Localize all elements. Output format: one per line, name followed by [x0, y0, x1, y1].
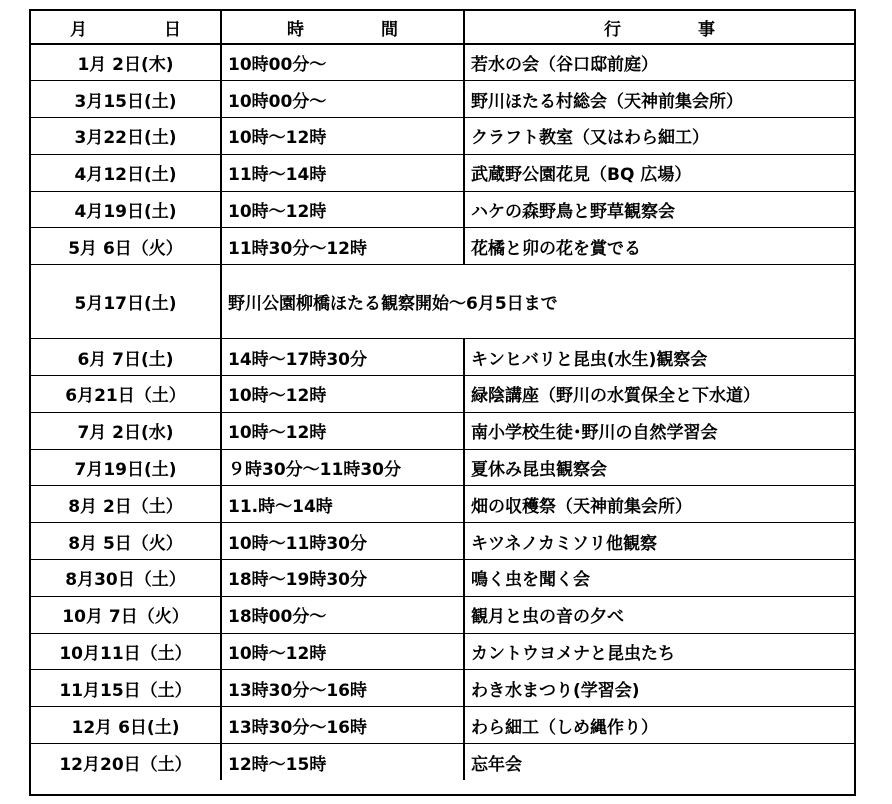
merged-note-cell: 野川公園柳橋ほたる観察開始～6月5日まで: [221, 265, 854, 339]
date-cell: 3月15日(土): [31, 81, 221, 118]
event-cell: 花橘と卯の花を賞でる: [464, 228, 854, 265]
event-cell: 武蔵野公園花見（BQ 広場）: [464, 154, 854, 191]
event-cell: 野川ほたる村総会（天神前集会所）: [464, 81, 854, 118]
time-cell: 11時～14時: [221, 154, 464, 191]
table-row: [31, 670, 854, 707]
time-cell: 10時～12時: [221, 633, 464, 670]
time-column-header: 時 間: [221, 11, 464, 44]
time-cell: 10時00分～: [221, 81, 464, 118]
time-cell: 12時～15時: [221, 744, 464, 781]
table-row: [31, 339, 854, 376]
schedule-table: [31, 11, 854, 780]
header-row: [31, 11, 854, 44]
event-cell: 夏休み昆虫観察会: [464, 449, 854, 486]
event-cell: 鳴く虫を聞く会: [464, 560, 854, 597]
time-cell: 14時～17時30分: [221, 339, 464, 376]
date-cell: 3月22日(土): [31, 118, 221, 155]
date-cell: 8月 2日（土）: [31, 486, 221, 523]
table-row: [31, 44, 854, 81]
event-cell: 若水の会（谷口邸前庭）: [464, 44, 854, 81]
schedule-sheet: [29, 9, 856, 796]
date-cell: 5月17日(土): [31, 265, 221, 339]
event-cell: キツネノカミソリ他観察: [464, 523, 854, 560]
date-cell: 4月19日(土): [31, 191, 221, 228]
event-cell: 観月と虫の音の夕べ: [464, 596, 854, 633]
time-cell: 10時00分～: [221, 44, 464, 81]
event-cell: 南小学校生徒･野川の自然学習会: [464, 412, 854, 449]
date-cell: 5月 6日（火）: [31, 228, 221, 265]
table-row: [31, 744, 854, 781]
table-row: [31, 560, 854, 597]
time-cell: 10時～12時: [221, 412, 464, 449]
event-cell: 畑の収穫祭（天神前集会所）: [464, 486, 854, 523]
time-cell: 10時～11時30分: [221, 523, 464, 560]
schedule-rows: [31, 44, 854, 780]
event-cell: わら細工（しめ縄作り）: [464, 707, 854, 744]
time-cell: 18時～19時30分: [221, 560, 464, 597]
table-row: [31, 81, 854, 118]
time-cell: ９時30分～11時30分: [221, 449, 464, 486]
time-cell: 11時30分～12時: [221, 228, 464, 265]
table-row: [31, 707, 854, 744]
date-cell: 10月11日（土）: [31, 633, 221, 670]
date-cell: 12月 6日(土): [31, 707, 221, 744]
table-row: [31, 118, 854, 155]
table-row: [31, 265, 854, 339]
table-row: [31, 633, 854, 670]
time-cell: 18時00分～: [221, 596, 464, 633]
date-cell: 7月 2日(水): [31, 412, 221, 449]
date-cell: 8月 5日（火）: [31, 523, 221, 560]
event-cell: クラフト教室（又はわら細工）: [464, 118, 854, 155]
date-cell: 6月21日（土）: [31, 376, 221, 413]
event-cell: わき水まつり(学習会): [464, 670, 854, 707]
date-cell: 8月30日（土）: [31, 560, 221, 597]
date-cell: 12月20日（土）: [31, 744, 221, 781]
date-cell: 11月15日（土）: [31, 670, 221, 707]
table-row: [31, 412, 854, 449]
table-row: [31, 449, 854, 486]
time-cell: 10時～12時: [221, 118, 464, 155]
table-row: [31, 154, 854, 191]
table-row: [31, 376, 854, 413]
table-row: [31, 486, 854, 523]
event-cell: 忘年会: [464, 744, 854, 781]
event-cell: ハケの森野鳥と野草観察会: [464, 191, 854, 228]
table-row: [31, 191, 854, 228]
table-row: [31, 228, 854, 265]
table-row: [31, 523, 854, 560]
date-cell: 7月19日(土): [31, 449, 221, 486]
date-column-header: 月 日: [31, 11, 221, 44]
date-cell: 10月 7日（火）: [31, 596, 221, 633]
event-column-header: 行 事: [464, 11, 854, 44]
event-cell: キンヒバリと昆虫(水生)観察会: [464, 339, 854, 376]
time-cell: 10時～12時: [221, 191, 464, 228]
time-cell: 10時～12時: [221, 376, 464, 413]
time-cell: 13時30分～16時: [221, 670, 464, 707]
event-cell: 緑陰講座（野川の水質保全と下水道）: [464, 376, 854, 413]
time-cell: 13時30分～16時: [221, 707, 464, 744]
date-cell: 1月 2日(木): [31, 44, 221, 81]
event-cell: カントウヨメナと昆虫たち: [464, 633, 854, 670]
date-cell: 4月12日(土): [31, 154, 221, 191]
date-cell: 6月 7日(土): [31, 339, 221, 376]
time-cell: 11.時～14時: [221, 486, 464, 523]
table-row: [31, 596, 854, 633]
